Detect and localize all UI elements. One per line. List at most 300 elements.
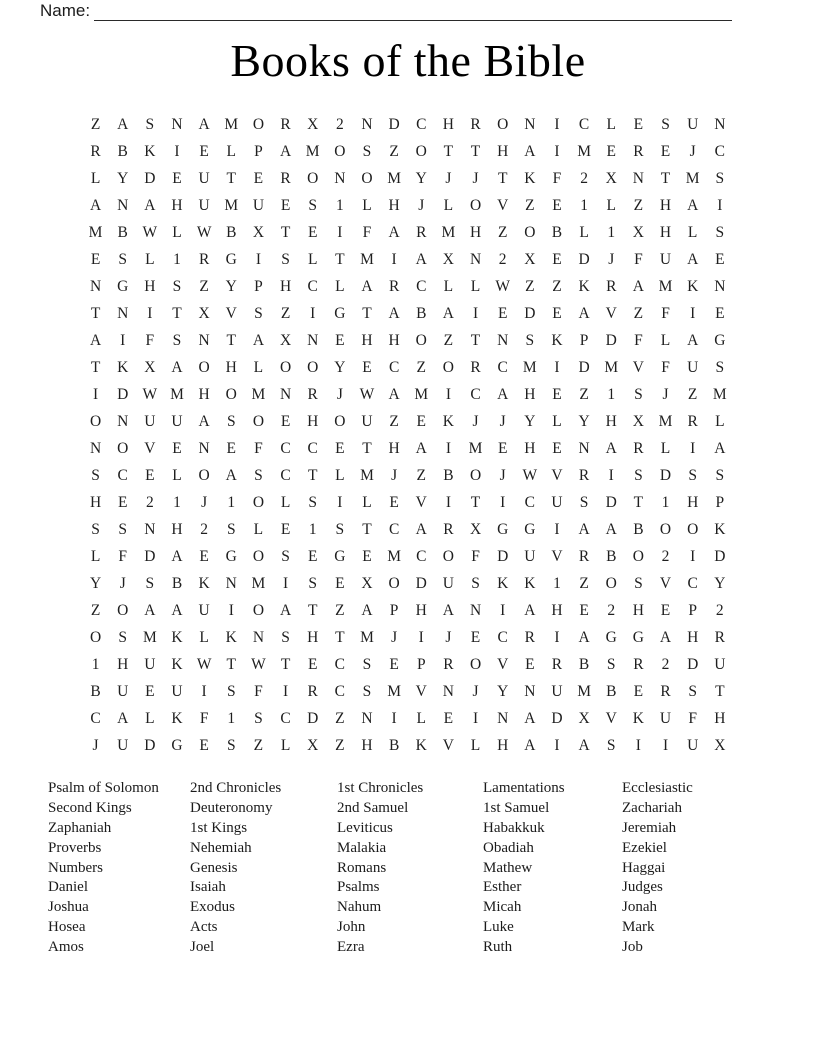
grid-cell: N (361, 709, 373, 727)
word-item: Luke (483, 919, 514, 936)
grid-cell: N (497, 709, 509, 727)
grid-cell: U (198, 601, 210, 619)
grid-cell: K (117, 358, 129, 376)
grid-cell: L (416, 709, 426, 727)
grid-cell: E (715, 250, 725, 268)
word-item: Judges (622, 879, 663, 896)
grid-cell: D (687, 655, 699, 673)
grid-cell: X (469, 520, 482, 538)
grid-cell: I (255, 250, 261, 268)
grid-cell: O (252, 547, 265, 565)
grid-cell: J (499, 466, 506, 484)
grid-cell: H (551, 601, 563, 619)
grid-cell: E (335, 574, 345, 592)
grid-cell: U (144, 412, 156, 430)
grid-cell: E (416, 412, 426, 430)
grid-cell: C (388, 358, 400, 376)
word-item: Ecclesiastic (622, 780, 693, 796)
grid-cell: U (198, 169, 210, 187)
grid-cell: P (389, 601, 399, 619)
grid-cell: X (144, 358, 156, 376)
grid-cell: T (715, 682, 725, 700)
grid-cell: U (524, 547, 536, 565)
grid-cell: C (334, 682, 345, 700)
word-item: Deuteronomy (190, 799, 273, 816)
word-list-column (337, 779, 483, 958)
grid-cell: L (253, 520, 264, 538)
grid-cell: O (252, 601, 265, 619)
word-item: Habakkuk (483, 819, 545, 836)
grid-cell: Z (687, 385, 698, 403)
grid-cell: U (144, 655, 156, 673)
grid-cell: F (634, 250, 643, 268)
grid-cell: O (388, 574, 400, 592)
grid-cell: F (688, 709, 697, 727)
grid-cell: R (443, 520, 454, 538)
grid-cell: N (714, 277, 726, 295)
grid-cell: M (360, 628, 374, 646)
grid-cell: E (497, 304, 508, 322)
grid-cell: E (606, 142, 616, 160)
grid-cell: C (117, 466, 128, 484)
grid-cell: P (254, 142, 263, 160)
grid-cell: C (280, 709, 291, 727)
grid-cell: J (472, 169, 479, 187)
grid-cell: I (337, 223, 343, 241)
grid-cell: E (552, 196, 562, 214)
grid-cell: T (226, 169, 236, 187)
grid-cell: N (469, 250, 482, 268)
grid-cell: O (605, 574, 617, 592)
grid-cell: K (551, 331, 563, 349)
grid-cell: I (690, 304, 696, 322)
grid-cell: I (717, 196, 723, 214)
grid-cell: X (605, 169, 617, 187)
grid-cell: E (280, 412, 291, 430)
grid-cell: U (117, 736, 129, 754)
grid-cell: E (172, 169, 182, 187)
name-label: Name: (40, 1, 91, 20)
grid-cell: E (497, 439, 508, 457)
grid-cell: J (201, 493, 208, 511)
grid-cell: O (361, 169, 373, 187)
grid-cell: Z (579, 574, 589, 592)
grid-cell: S (715, 466, 725, 484)
grid-cell: B (416, 304, 427, 322)
grid-cell: V (225, 304, 237, 322)
grid-cell: S (525, 331, 535, 349)
grid-cell: A (198, 115, 210, 133)
grid-cell: Z (416, 358, 426, 376)
grid-cell: W (142, 223, 158, 241)
grid-cell: H (605, 412, 617, 430)
grid-cell: S (308, 196, 317, 214)
word-item: 1st Samuel (483, 799, 550, 816)
word-item: Malakia (337, 839, 387, 856)
word-item: Lamentations (483, 780, 565, 796)
grid-cell: I (391, 250, 397, 268)
grid-cell: S (362, 682, 372, 700)
grid-cell: A (659, 628, 672, 646)
grid-cell: 2 (661, 547, 670, 565)
grid-cell: V (632, 358, 644, 376)
word-list-column (622, 779, 693, 958)
grid-cell: E (715, 304, 725, 322)
grid-cell: C (497, 358, 508, 376)
grid-cell: T (470, 142, 481, 160)
grid-cell: S (172, 277, 182, 295)
grid-cell: E (470, 628, 481, 646)
grid-cell: S (226, 682, 236, 700)
grid-cell: C (578, 115, 590, 133)
grid-cell: R (660, 682, 671, 700)
grid-cell: I (554, 520, 560, 538)
grid-cell: A (578, 736, 590, 754)
grid-cell: T (90, 358, 101, 376)
grid-cell: F (145, 331, 155, 349)
grid-cell: D (144, 547, 156, 565)
grid-cell: E (552, 385, 562, 403)
grid-cell: R (687, 412, 698, 430)
word-item: Joel (190, 939, 215, 956)
grid-cell: W (251, 655, 266, 673)
grid-cell: E (362, 358, 372, 376)
grid-cell: D (497, 547, 509, 565)
grid-cell: B (633, 520, 644, 538)
grid-cell: E (552, 439, 562, 457)
grid-cell: I (310, 304, 316, 322)
grid-cell: R (470, 115, 481, 133)
grid-cell: O (632, 547, 644, 565)
grid-cell: A (605, 439, 617, 457)
grid-cell: T (90, 304, 101, 322)
grid-cell: U (252, 196, 265, 214)
word-item: Genesis (190, 859, 238, 876)
grid-cell: E (362, 547, 372, 565)
grid-cell: X (361, 574, 373, 592)
grid-cell: E (226, 439, 236, 457)
grid-cell: P (579, 331, 589, 349)
grid-cell: V (144, 439, 156, 457)
grid-cell: A (415, 250, 427, 268)
grid-cell: V (605, 709, 617, 727)
grid-cell: B (443, 466, 454, 484)
grid-cell: N (117, 412, 129, 430)
grid-cell: C (388, 520, 400, 538)
grid-cell: T (172, 304, 182, 322)
grid-cell: C (416, 547, 427, 565)
grid-cell: V (497, 196, 509, 214)
word-item: Acts (190, 919, 218, 936)
grid-cell: Y (89, 574, 102, 592)
grid-cell: I (635, 736, 641, 754)
grid-cell: I (147, 304, 153, 322)
grid-cell: C (714, 142, 725, 160)
grid-cell: L (335, 277, 345, 295)
grid-cell: M (441, 223, 456, 241)
grid-cell: H (524, 385, 536, 403)
grid-cell: M (251, 385, 266, 403)
grid-cell: I (554, 358, 560, 376)
grid-cell: 2 (661, 655, 670, 673)
grid-cell: Y (117, 169, 129, 187)
grid-cell: S (308, 493, 317, 511)
grid-cell: G (225, 250, 237, 268)
grid-cell: J (336, 385, 343, 403)
word-item: Ezra (337, 939, 365, 956)
grid-cell: I (282, 682, 289, 700)
grid-cell: B (578, 655, 590, 673)
grid-cell: O (279, 358, 292, 376)
grid-cell: R (578, 547, 590, 565)
grid-cell: O (334, 142, 346, 160)
grid-cell: F (199, 709, 209, 727)
grid-cell: N (252, 628, 265, 646)
grid-cell: P (715, 493, 725, 511)
grid-cell: T (362, 520, 372, 538)
grid-cell: U (117, 682, 129, 700)
grid-cell: O (307, 358, 319, 376)
grid-cell: O (469, 196, 482, 214)
grid-cell: F (362, 223, 372, 241)
grid-cell: L (470, 736, 481, 754)
word-item: Amos (48, 939, 84, 956)
grid-cell: H (117, 655, 129, 673)
grid-cell: O (252, 493, 265, 511)
grid-cell: C (416, 277, 427, 295)
grid-cell: K (415, 736, 427, 754)
grid-cell: O (89, 412, 102, 430)
grid-cell: E (633, 115, 644, 133)
grid-cell: A (687, 196, 699, 214)
grid-cell: 2 (580, 169, 588, 187)
grid-cell: L (443, 196, 454, 214)
grid-cell: N (307, 331, 319, 349)
grid-cell: 2 (715, 601, 724, 619)
word-list-column (483, 779, 622, 958)
word-list-column (48, 779, 190, 958)
grid-cell: S (172, 331, 182, 349)
grid-cell: I (554, 142, 560, 160)
grid-cell: M (468, 439, 483, 457)
grid-cell: G (334, 547, 346, 565)
grid-cell: Z (389, 142, 399, 160)
grid-cell: H (497, 142, 509, 160)
grid-cell: H (714, 709, 726, 727)
grid-cell: H (659, 223, 672, 241)
grid-cell: K (171, 709, 183, 727)
grid-cell: R (280, 115, 291, 133)
grid-cell: U (659, 709, 672, 727)
grid-cell: K (524, 169, 536, 187)
grid-cell: W (522, 466, 538, 484)
grid-cell: 1 (227, 709, 236, 727)
grid-cell: N (361, 115, 373, 133)
grid-cell: S (254, 709, 263, 727)
word-item: Ruth (483, 939, 513, 956)
grid-cell: Z (199, 277, 209, 295)
grid-cell: O (225, 385, 237, 403)
grid-cell: V (605, 304, 617, 322)
grid-cell: M (224, 115, 239, 133)
grid-cell: R (280, 169, 291, 187)
word-item: Psalms (337, 879, 380, 896)
grid-cell: M (224, 196, 239, 214)
grid-cell: D (307, 709, 319, 727)
grid-cell: O (687, 520, 699, 538)
grid-cell: I (554, 628, 560, 646)
grid-cell: L (280, 736, 291, 754)
grid-cell: H (198, 385, 210, 403)
grid-cell: S (634, 574, 643, 592)
grid-cell: A (415, 520, 427, 538)
grid-cell: P (688, 601, 697, 619)
grid-cell: W (359, 385, 375, 403)
grid-cell: E (90, 250, 101, 268)
grid-cell: 1 (91, 655, 100, 673)
grid-cell: R (633, 655, 644, 673)
grid-cell: I (472, 304, 479, 322)
grid-cell: H (171, 520, 183, 538)
grid-cell: J (472, 682, 479, 700)
grid-cell: I (228, 601, 234, 619)
word-item: 1st Kings (190, 819, 248, 836)
grid-cell: L (172, 466, 182, 484)
grid-cell: J (391, 628, 398, 646)
grid-cell: E (280, 196, 291, 214)
grid-cell: O (117, 439, 129, 457)
grid-cell: S (118, 520, 128, 538)
grid-cell: O (469, 466, 482, 484)
grid-cell: T (660, 169, 671, 187)
grid-cell: G (605, 628, 617, 646)
grid-cell: A (605, 520, 617, 538)
grid-cell: N (714, 115, 726, 133)
grid-cell: R (443, 655, 454, 673)
grid-cell: C (470, 385, 481, 403)
grid-cell: I (391, 709, 397, 727)
grid-cell: A (361, 601, 373, 619)
grid-cell: G (632, 628, 644, 646)
grid-cell: C (280, 439, 291, 457)
grid-cell: U (687, 115, 699, 133)
grid-cell: S (715, 223, 725, 241)
grid-cell: A (144, 601, 156, 619)
grid-cell: 2 (200, 520, 208, 538)
grid-cell: A (171, 601, 183, 619)
grid-cell: J (608, 250, 615, 268)
grid-cell: U (361, 412, 373, 430)
grid-cell: B (606, 682, 617, 700)
grid-cell: A (714, 439, 726, 457)
grid-cell: O (198, 358, 210, 376)
grid-cell: X (307, 736, 319, 754)
word-item: Second Kings (48, 799, 132, 816)
grid-cell: S (471, 574, 480, 592)
grid-cell: A (415, 439, 427, 457)
grid-cell: C (307, 439, 318, 457)
grid-cell: U (551, 682, 563, 700)
grid-cell: L (90, 547, 101, 565)
grid-cell: Z (335, 709, 345, 727)
grid-cell: T (226, 331, 236, 349)
grid-cell: F (552, 169, 562, 187)
grid-cell: W (196, 655, 212, 673)
grid-cell: Z (579, 385, 589, 403)
word-item: Zachariah (622, 799, 682, 816)
grid-cell: D (144, 736, 156, 754)
grid-cell: I (554, 736, 560, 754)
grid-cell: R (307, 385, 318, 403)
grid-cell: G (714, 331, 726, 349)
grid-cell: N (469, 601, 482, 619)
grid-cell: H (524, 439, 536, 457)
grid-cell: N (524, 682, 536, 700)
grid-cell: M (658, 277, 673, 295)
grid-cell: K (442, 412, 454, 430)
grid-cell: E (579, 601, 589, 619)
grid-cell: H (687, 628, 699, 646)
grid-cell: Z (335, 736, 345, 754)
grid-cell: C (307, 277, 318, 295)
grid-cell: K (687, 277, 699, 295)
grid-cell: T (307, 601, 318, 619)
grid-cell: M (414, 385, 429, 403)
grid-cell: U (171, 682, 183, 700)
word-item: 2nd Samuel (337, 799, 409, 816)
word-item: Joshua (48, 899, 89, 916)
grid-cell: F (254, 682, 263, 700)
grid-cell: B (551, 223, 563, 241)
grid-cell: J (92, 736, 99, 754)
grid-cell: H (144, 277, 156, 295)
word-item: Mark (622, 919, 655, 936)
grid-cell: 2 (335, 115, 344, 133)
grid-cell: E (335, 331, 345, 349)
grid-cell: H (632, 601, 644, 619)
grid-cell: A (388, 385, 400, 403)
grid-cell: H (415, 601, 427, 619)
grid-cell: T (307, 466, 318, 484)
grid-cell: R (633, 439, 644, 457)
grid-cell: A (632, 277, 644, 295)
grid-cell: J (445, 169, 452, 187)
grid-cell: I (472, 709, 479, 727)
grid-cell: Z (525, 277, 535, 295)
grid-cell: A (279, 142, 292, 160)
grid-cell: Y (578, 412, 590, 430)
grid-cell: A (524, 142, 536, 160)
grid-cell: X (714, 736, 726, 754)
grid-cell: W (142, 385, 158, 403)
grid-cell: X (632, 223, 644, 241)
grid-cell: E (307, 223, 318, 241)
word-item: 1st Chronicles (337, 780, 424, 796)
grid-cell: N (198, 331, 210, 349)
grid-cell: L (606, 196, 616, 214)
word-item: Obadiah (483, 839, 534, 856)
grid-cell: E (552, 304, 562, 322)
grid-cell: Z (280, 304, 291, 322)
grid-cell: C (524, 493, 535, 511)
grid-cell: E (199, 142, 209, 160)
grid-cell: A (198, 412, 210, 430)
word-item: Leviticus (337, 819, 393, 836)
grid-cell: A (361, 277, 373, 295)
grid-cell: B (90, 682, 101, 700)
grid-cell: R (198, 250, 210, 268)
grid-cell: B (388, 736, 400, 754)
